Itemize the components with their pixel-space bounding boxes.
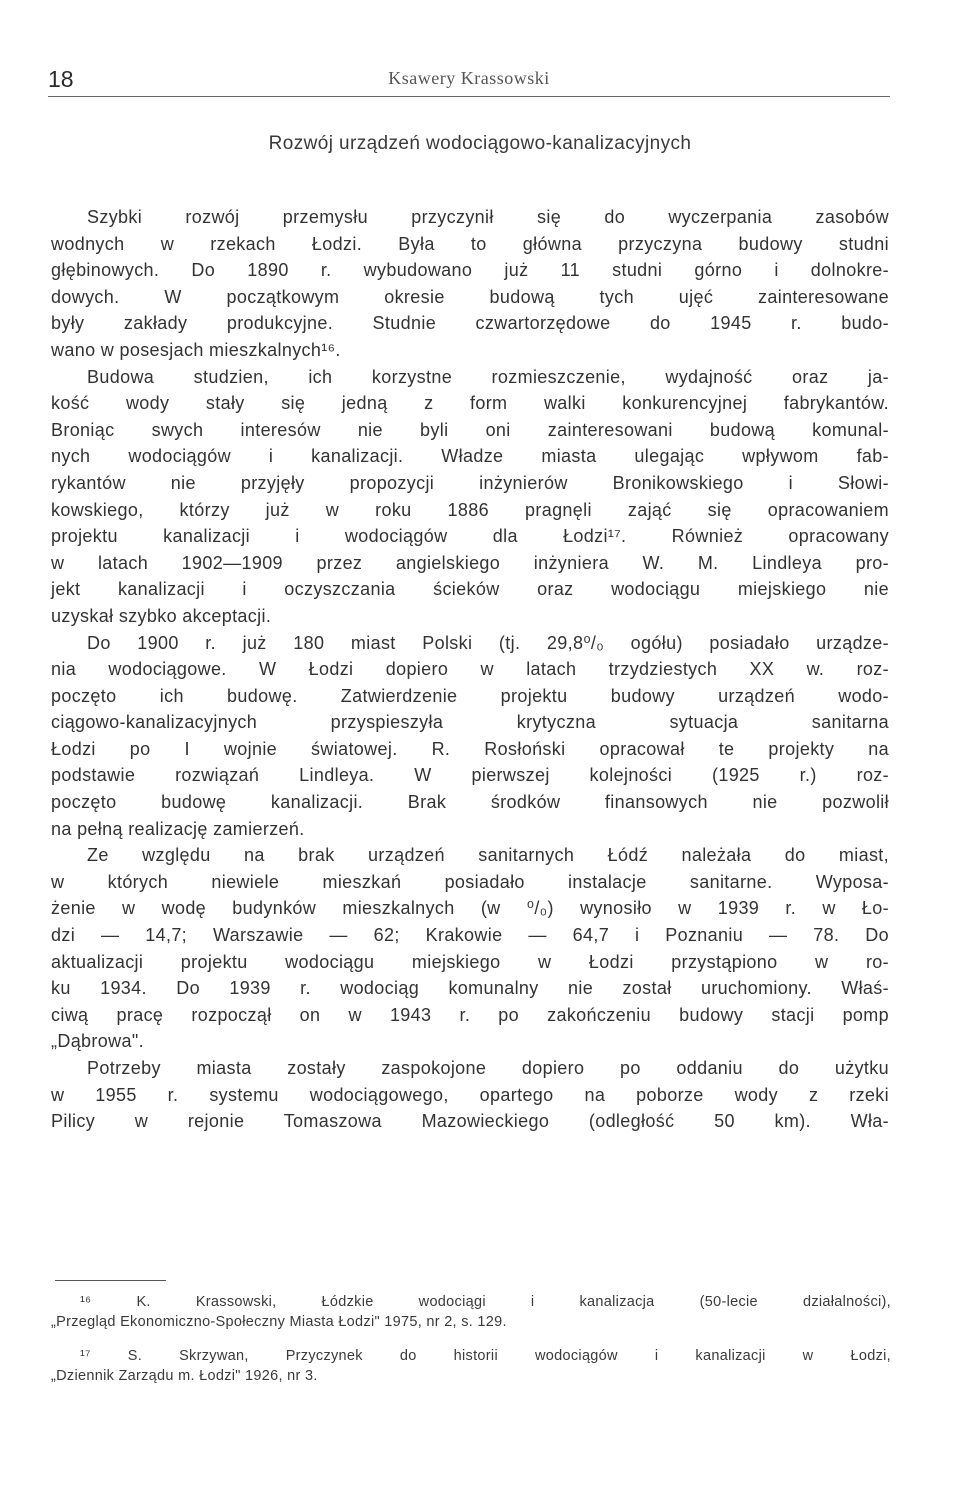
body-line: Potrzeby miasta zostały zaspokojone dopiero po oddaniu do użytku [87,1058,889,1078]
body-line: Łodzi po I wojnie światowej. R. Rosłoński opracował te projekty na [51,738,889,759]
body-line: uzyskał szybko akceptacji. [51,605,272,626]
body-line: Pilicy w rejonie Tomaszowa Mazowieckiego (odległość 50 km). Wła- [51,1111,889,1132]
body-line: były zakłady produkcyjne. Studnie czwartorzędowe do 1945 r. budo- [51,313,889,334]
body-line: dowych. W początkowym okresie budową tych ujęć zainteresowane [51,286,889,307]
running-header-author: Ksawery Krassowski [388,68,550,88]
body-line: podstawie rozwiązań Lindleya. W pierwszej kolejności (1925 r.) roz- [51,765,889,786]
body-line: głębinowych. Do 1890 r. wybudowano już 11 studni górno i dolnokre- [51,260,889,281]
body-line: Budowa studzien, ich korzystne rozmieszczenie, wydajność oraz ja- [87,366,889,387]
body-line: dzi — 14,7; Warszawie — 62; Krakowie — 64,7 i Poznaniu — 78. Do [51,925,889,946]
body-line: Szybki rozwój przemysłu przyczynił się do wyczerpania zasobów [87,207,889,227]
body-line: Ze względu na brak urządzeń sanitarnych Łódź należała do miast, [87,845,889,866]
body-line: nia wodociągowe. W Łodzi dopiero w latach trzydziestych XX w. roz- [51,659,889,680]
footnote-line: „Przegląd Ekonomiczno-Społeczny Miasta Łodzi" 1975, nr 2, s. 129. [51,1314,507,1330]
section-title: Rozwój urządzeń wodociągowo-kanalizacyjnych [268,133,692,154]
body-line: wano w posesjach mieszkalnych¹⁶. [51,339,341,360]
body-line: w latach 1902—1909 przez angielskiego inżyniera W. M. Lindleya pro- [51,552,889,573]
body-text [51,204,889,1135]
body-line: kość wody stały się jedną z form walki konkurencyjnej fabrykantów. [51,393,889,414]
body-line: w których niewiele mieszkań posiadało instalacje sanitarne. Wyposa- [51,871,889,892]
footnote-line: ¹⁶ K. Krassowski, Łódzkie wodociągi i kanalizacja (50-lecie działalności), [80,1294,891,1310]
body-line: ku 1934. Do 1939 r. wodociąg komunalny nie został uruchomiony. Właś- [51,978,889,999]
body-line: rykantów nie przyjęły propozycji inżynierów Bronikowskiego i Słowi- [51,472,889,493]
body-line: aktualizacji projektu wodociągu miejskiego w Łodzi przystąpiono w ro- [51,951,889,972]
body-line: ciągowo-kanalizacyjnych przyspieszyła krytyczna sytuacja sanitarna [51,712,889,733]
footnote-line: „Dziennik Zarządu m. Łodzi" 1926, nr 3. [51,1368,318,1384]
body-line: w 1955 r. systemu wodociągowego, opartego na poborze wody z rzeki [51,1084,889,1105]
body-line: Do 1900 r. już 180 miast Polski (tj. 29,8⁰/₀ ogółu) posiadało urządze- [87,632,889,653]
body-line: kowskiego, którzy już w roku 1886 pragnęli zająć się opracowaniem [51,499,889,520]
body-line: jekt kanalizacji i oczyszczania ścieków oraz wodociągu miejskiego nie [51,579,889,600]
footnotes [51,1292,891,1386]
body-line: wodnych w rzekach Łodzi. Była to główna przyczyna budowy studni [51,233,889,254]
body-line: na pełną realizację zamierzeń. [51,818,305,839]
footnote-line: ¹⁷ S. Skrzywan, Przyczynek do historii wodociągów i kanalizacji w Łodzi, [80,1348,891,1364]
body-line: żenie w wodę budynków mieszkalnych (w ⁰/₀) wynosiło w 1939 r. w Ło- [51,898,889,919]
body-line: projektu kanalizacji i wodociągów dla Łodzi¹⁷. Również opracowany [51,526,889,547]
page-number: 18 [48,66,74,92]
running-header [48,62,890,97]
body-line: Broniąc swych interesów nie byli oni zainteresowani budową komunal- [51,419,889,440]
footnote-separator [55,1280,166,1281]
body-line: „Dąbrowa". [51,1031,144,1052]
body-line: poczęto ich budowę. Zatwierdzenie projektu budowy urządzeń wodo- [51,685,889,706]
body-line: nych wodociągów i kanalizacji. Władze miasta ulegając wpływom fab- [51,446,889,467]
body-line: ciwą pracę rozpoczął on w 1943 r. po zakończeniu budowy stacji pomp [51,1004,889,1025]
body-line: poczęto budowę kanalizacji. Brak środków finansowych nie pozwolił [51,792,889,813]
